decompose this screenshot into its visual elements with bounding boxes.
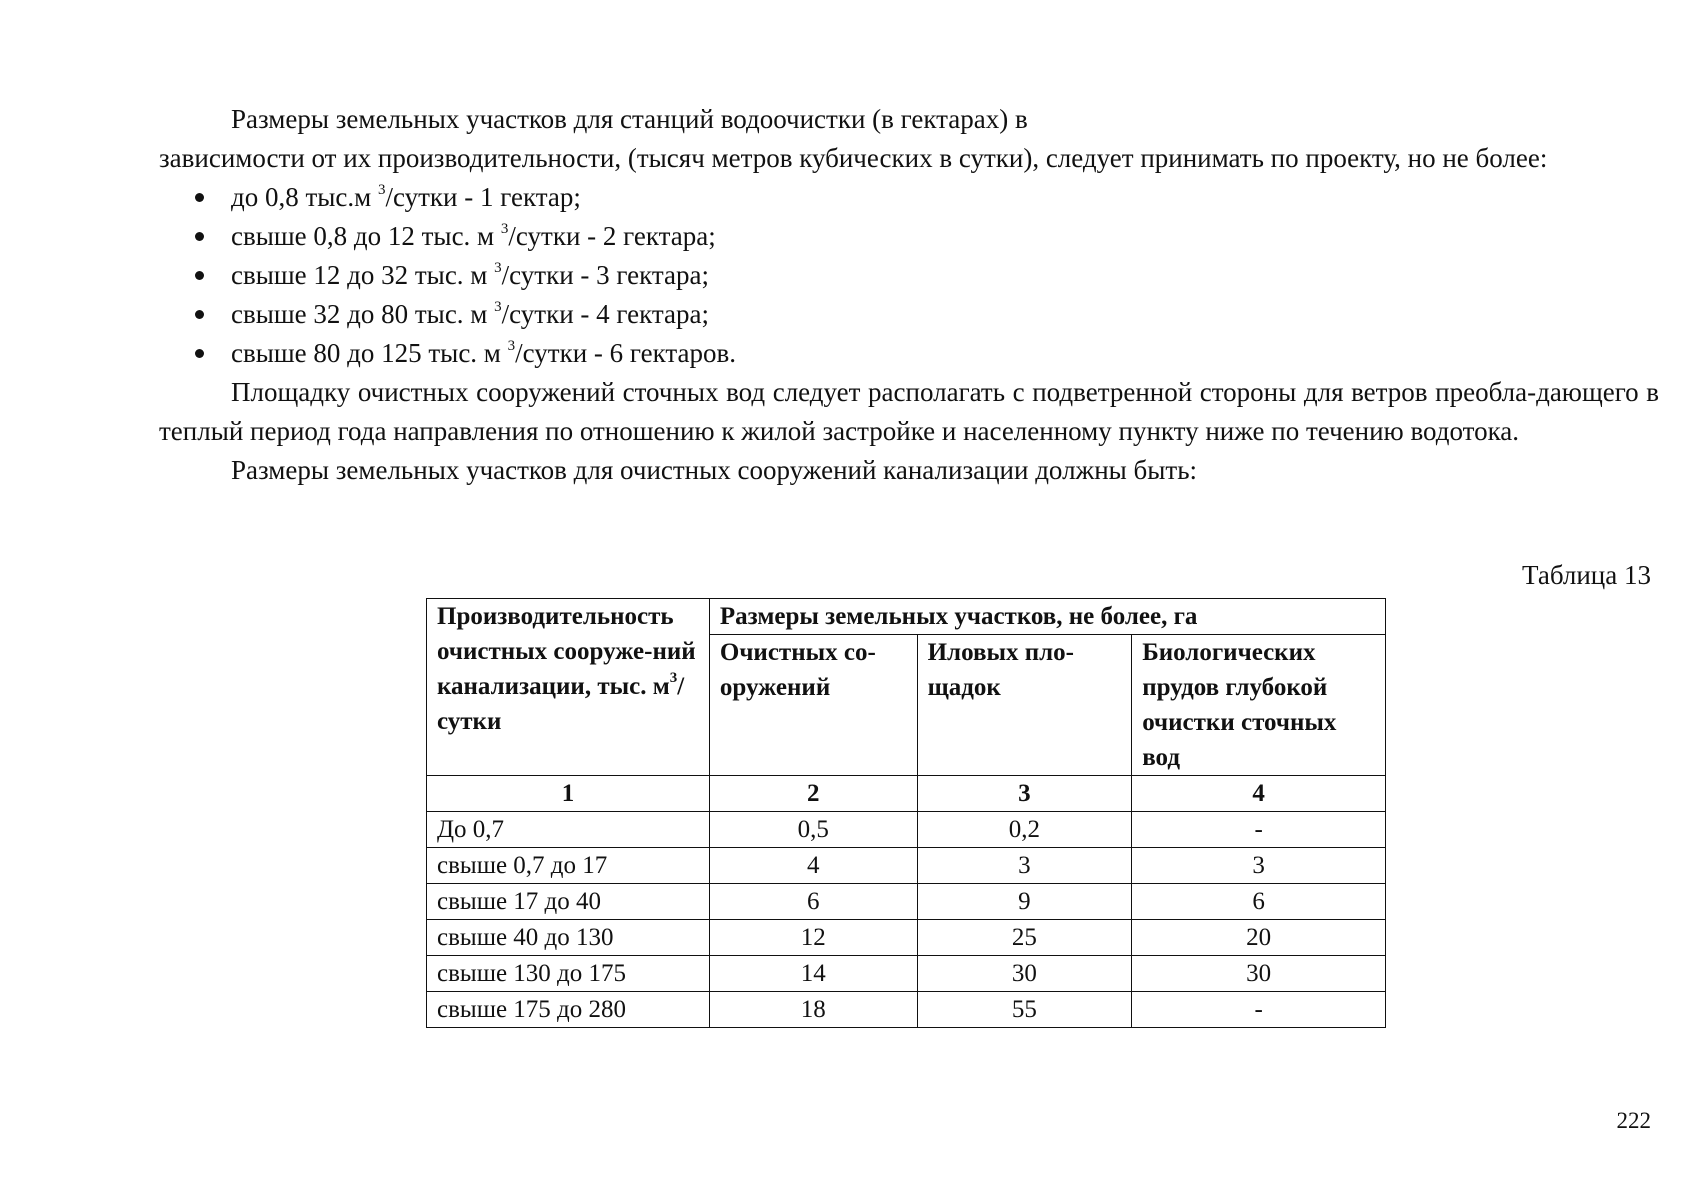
table-cell: свыше 40 до 130 xyxy=(427,920,710,956)
table-cell: 25 xyxy=(917,920,1132,956)
table-cell: 14 xyxy=(709,956,917,992)
list-item-text: свыше 32 до 80 тыс. м xyxy=(231,299,495,329)
table-cell: свыше 130 до 175 xyxy=(427,956,710,992)
table-cell: 6 xyxy=(1132,884,1386,920)
paragraph-siting: Площадку очистных сооружений сточных вод следует располагать с подветренной стороны для ветров преобла-дающего в теплый период года направления по отношению к жилой застройке и населенному пункту ниже по течению водотока. xyxy=(159,377,1659,446)
table-row xyxy=(427,884,1386,920)
superscript: 3 xyxy=(669,670,678,686)
superscript: 3 xyxy=(507,338,516,354)
list-item-text: /сутки - 4 гектара; xyxy=(501,299,709,329)
table-cell: 4 xyxy=(709,848,917,884)
table-row xyxy=(427,956,1386,992)
table-cell: 20 xyxy=(1132,920,1386,956)
document-body xyxy=(159,100,1659,490)
list-item-text: свыше 0,8 до 12 тыс. м xyxy=(231,221,501,251)
table-row xyxy=(427,812,1386,848)
list-item xyxy=(159,256,1659,295)
page-number: 222 xyxy=(1616,1108,1651,1133)
column-number: 3 xyxy=(917,776,1132,812)
list-item-text: /сутки - 6 гектаров. xyxy=(515,338,736,368)
capacity-column-header: Производительность очистных сооруже-ний канализации, тыс. $м^3/$ сутки xyxy=(427,599,710,776)
list-item-text: /сутки - 1 гектар; xyxy=(385,182,581,212)
table-row xyxy=(427,848,1386,884)
table-cell: свыше 175 до 280 xyxy=(427,992,710,1028)
table-cell: свыше 17 до 40 xyxy=(427,884,710,920)
superscript: 3 xyxy=(494,299,502,315)
group-column-header: Размеры земельных участков, не более, га xyxy=(709,599,1385,635)
table-cell: 3 xyxy=(1132,848,1386,884)
column-number: 1 xyxy=(427,776,710,812)
list-item xyxy=(159,217,1659,256)
land-plot-table xyxy=(426,598,1386,1028)
table-cell: 12 xyxy=(709,920,917,956)
table-cell: 0,5 xyxy=(709,812,917,848)
treatment-facilities-header: Очистных со-оружений xyxy=(709,635,917,776)
table-row xyxy=(427,920,1386,956)
table-cell: 18 xyxy=(709,992,917,1028)
table-cell: 30 xyxy=(1132,956,1386,992)
superscript: 3 xyxy=(378,182,386,198)
superscript: 3 xyxy=(494,260,502,276)
list-item-text: /сутки - 3 гектара; xyxy=(501,260,709,290)
sludge-beds-header: Иловых пло-щадок xyxy=(917,635,1132,776)
table-cell: 9 xyxy=(917,884,1132,920)
intro-line-2: зависимости от их производительности, (тысяч метров кубических в сутки), следует принимать по проекту, но не более: xyxy=(159,143,1548,173)
table-cell: - xyxy=(1132,812,1386,848)
column-number: 2 xyxy=(709,776,917,812)
table-row xyxy=(427,992,1386,1028)
bio-ponds-header: Биологических прудов глубокой очистки сточных вод xyxy=(1132,635,1386,776)
list-item-text: свыше 80 до 125 тыс. м xyxy=(231,338,508,368)
list-item xyxy=(159,178,1659,217)
column-number: 4 xyxy=(1132,776,1386,812)
table-cell: - xyxy=(1132,992,1386,1028)
table-label: Таблица 13 xyxy=(1522,560,1651,590)
list-item-text: /сутки - 2 гектара; xyxy=(508,221,716,251)
table-cell: 55 xyxy=(917,992,1132,1028)
intro-line-1: Размеры земельных участков для станций водоочистки (в гектарах) в xyxy=(231,104,1028,134)
table-header-row xyxy=(427,599,1386,635)
list-item xyxy=(159,334,1659,373)
list-item xyxy=(159,295,1659,334)
table-cell: свыше 0,7 до 17 xyxy=(427,848,710,884)
table-cell: До 0,7 xyxy=(427,812,710,848)
list-item-text: до 0,8 тыс.м xyxy=(231,182,378,212)
table-cell: 0,2 xyxy=(917,812,1132,848)
column-number-row xyxy=(427,776,1386,812)
list-item-text: свыше 12 до 32 тыс. м xyxy=(231,260,495,290)
bullet-list xyxy=(159,178,1659,373)
table-cell: 3 xyxy=(917,848,1132,884)
table-cell: 6 xyxy=(709,884,917,920)
paragraph-table-intro: Размеры земельных участков для очистных сооружений канализации должны быть: xyxy=(231,455,1198,485)
table-cell: 30 xyxy=(917,956,1132,992)
superscript: 3 xyxy=(500,221,509,237)
